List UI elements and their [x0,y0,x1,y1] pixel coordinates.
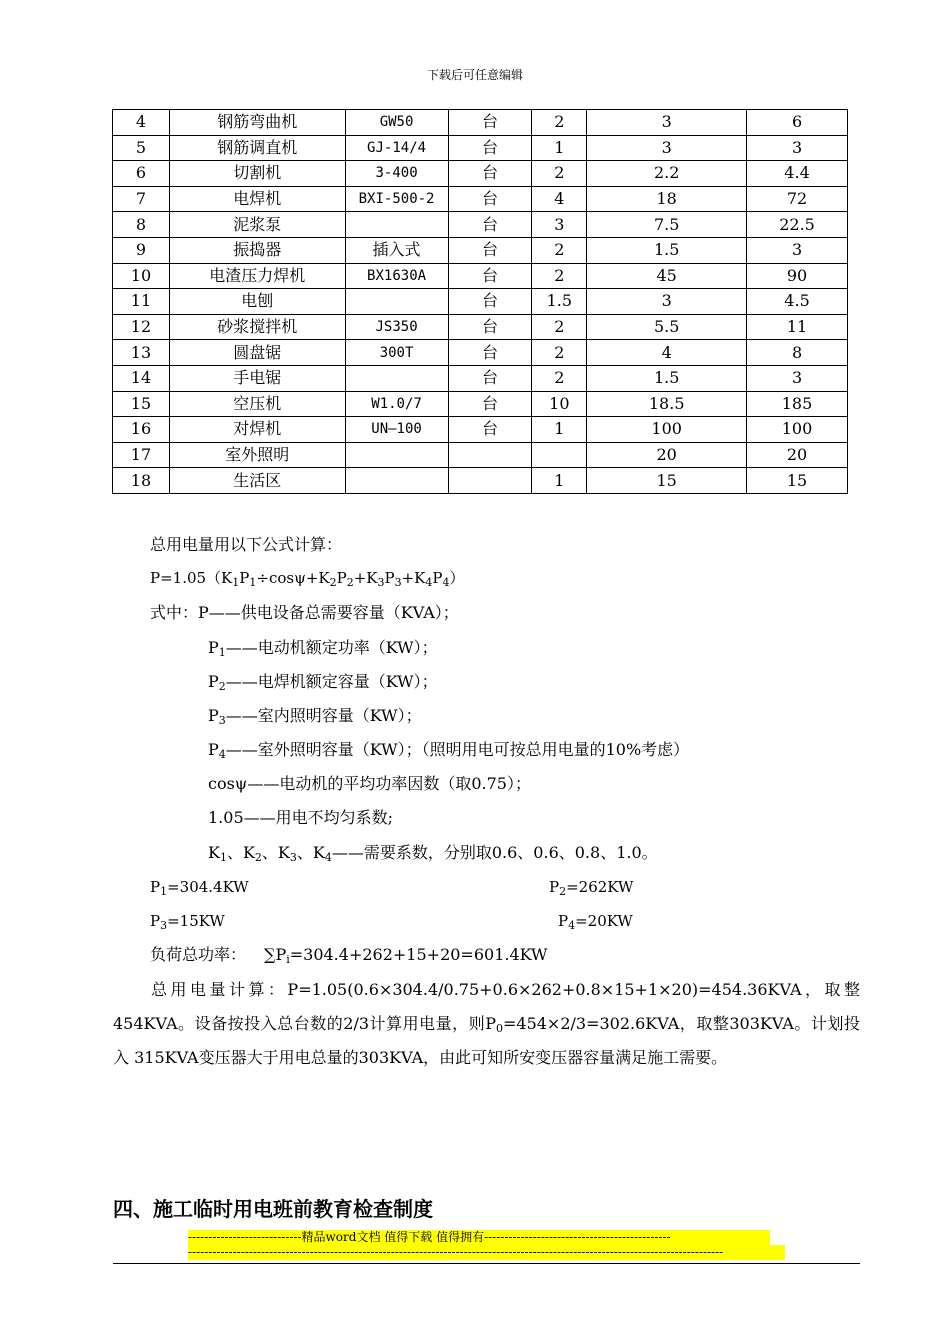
cell-index: 11 [113,289,170,315]
p2-value: $P_2=262KW$ [549,878,634,898]
where-definition: 式中：P——供电设备总需要容量（KVA）； [150,603,459,622]
cell-name: 空压机 [169,391,345,417]
table-row [113,314,848,340]
cell-total: 11 [747,314,848,340]
footer-dashes: ------------------------------------------------------------------------------------------------------------------------------------ [188,1245,785,1260]
cell-model: BXI-500-2 [345,186,448,212]
cell-unit: 台 [448,340,532,366]
table-row [113,340,848,366]
page-header: 下载后可任意编辑 [426,68,523,82]
cell-name: 室外照明 [169,442,345,468]
cell-total: 72 [747,186,848,212]
cell-name: 钢筋调直机 [169,135,345,161]
cell-model: GW50 [345,110,448,136]
cell-index: 17 [113,442,170,468]
coefficient-definition: 1.05——用电不均匀系数; [208,808,394,827]
p1-definition: $P_1——$电动机额定功率（KW）； [208,638,438,659]
cell-quantity: 2 [532,237,587,263]
cell-power: 15 [587,468,747,494]
cell-power: 18 [587,186,747,212]
k-definition: $K_1$、$K_2$、$K_3$、$K_4——$需要系数，分别取0.6、0.6、0.8、1.0。 [208,843,658,864]
cell-index: 15 [113,391,170,417]
cell-name: 圆盘锯 [169,340,345,366]
cell-model [345,289,448,315]
cell-power: 3 [587,135,747,161]
cell-total: 6 [747,110,848,136]
cell-power: 3 [587,110,747,136]
cell-name: 电渣压力焊机 [169,263,345,289]
cell-unit [448,442,532,468]
table-row [113,161,848,187]
cell-total: 20 [747,442,848,468]
cell-model [345,442,448,468]
cell-model [345,365,448,391]
cell-power: 1.5 [587,365,747,391]
cell-index: 5 [113,135,170,161]
cell-model: 3-400 [345,161,448,187]
table-row [113,468,848,494]
formula: $P=1.05(K_1P_1\div\cos\psi+K_2P_2+K_3P_3+K_4P_4)$ [150,569,465,589]
cell-quantity: 2 [532,263,587,289]
cell-model: UN—100 [345,417,448,443]
cell-quantity: 2 [532,314,587,340]
cell-name: 切割机 [169,161,345,187]
cell-index: 10 [113,263,170,289]
footer-rule [113,1263,860,1264]
cell-quantity [532,442,587,468]
cell-quantity: 2 [532,161,587,187]
cell-quantity: 1.5 [532,289,587,315]
footer-banner: ----------------------------精品word文档 值得下载 值得拥有---------------------------------------------- [188,1230,770,1245]
cell-power: 20 [587,442,747,468]
cell-name: 泥浆泵 [169,212,345,238]
cell-power: 18.5 [587,391,747,417]
cell-total: 4.5 [747,289,848,315]
cell-power: 1.5 [587,237,747,263]
total-load: 负荷总功率： $\sum P_i=304.4+262+15+20=601.4KW$ [150,945,548,966]
cell-unit: 台 [448,237,532,263]
cell-quantity: 2 [532,110,587,136]
cell-total: 3 [747,365,848,391]
cell-model: 300T [345,340,448,366]
p3-definition: $P_3——$室内照明容量（KW）； [208,706,422,727]
cell-name: 对焊机 [169,417,345,443]
cell-index: 13 [113,340,170,366]
cell-name: 生活区 [169,468,345,494]
cell-index: 6 [113,161,170,187]
table-row [113,417,848,443]
cell-unit: 台 [448,110,532,136]
cell-quantity: 4 [532,186,587,212]
cell-model: W1.0/7 [345,391,448,417]
table-row [113,110,848,136]
table-row [113,442,848,468]
cell-name: 电焊机 [169,186,345,212]
cell-model: BX1630A [345,263,448,289]
cell-index: 8 [113,212,170,238]
table-row [113,237,848,263]
cell-model: GJ-14/4 [345,135,448,161]
p2-definition: $P_2——$电焊机额定容量（KW）； [208,672,438,693]
table-row [113,289,848,315]
table-row [113,135,848,161]
p1-value: $P_1=304.4KW$ [150,878,249,898]
cell-quantity: 1 [532,135,587,161]
cell-model [345,468,448,494]
total-calculation: 总用电量计算：P=1.05(0.6×304.4/0.75+0.6×262+0.8×15+1×20)=454.36KVA，取整454KVA。设备按投入总台数的2/3计算用电量，则$P_0=454\times 2/3=302.6KVA$，取整303KVA。计划投入 315KVA变压器大于用电总量的303KVA，由此可知所安变压器容量满足施工需要。 [113,980,860,1067]
cell-quantity: 1 [532,468,587,494]
cell-total: 8 [747,340,848,366]
table-row [113,391,848,417]
cell-total: 3 [747,135,848,161]
cell-total: 90 [747,263,848,289]
cell-total: 100 [747,417,848,443]
cell-power: 100 [587,417,747,443]
cell-quantity: 3 [532,212,587,238]
cell-unit: 台 [448,186,532,212]
cell-quantity: 2 [532,365,587,391]
cell-total: 22.5 [747,212,848,238]
cell-total: 185 [747,391,848,417]
cell-power: 5.5 [587,314,747,340]
cell-name: 砂浆搅拌机 [169,314,345,340]
cell-model: 插入式 [345,237,448,263]
cell-unit: 台 [448,417,532,443]
cell-index: 4 [113,110,170,136]
cell-name: 手电锯 [169,365,345,391]
cell-power: 7.5 [587,212,747,238]
cell-unit: 台 [448,314,532,340]
cos-definition: cosψ——电动机的平均功率因数（取0.75）； [208,774,531,793]
cell-unit: 台 [448,135,532,161]
cell-index: 7 [113,186,170,212]
cell-name: 电刨 [169,289,345,315]
cell-index: 9 [113,237,170,263]
cell-index: 14 [113,365,170,391]
cell-quantity: 2 [532,340,587,366]
cell-unit: 台 [448,161,532,187]
cell-power: 4 [587,340,747,366]
cell-unit: 台 [448,212,532,238]
p3-value: $P_3=15KW$ [150,912,225,932]
table-row [113,365,848,391]
cell-unit: 台 [448,289,532,315]
table-row [113,212,848,238]
section-title: 四、施工临时用电班前教育检查制度 [113,1197,433,1221]
cell-total: 4.4 [747,161,848,187]
cell-power: 3 [587,289,747,315]
cell-name: 钢筋弯曲机 [169,110,345,136]
p4-definition: $P_4——$室外照明容量（KW）；（照明用电可按总用电量的10%考虑） [208,740,690,761]
cell-total: 3 [747,237,848,263]
intro-text: 总用电量用以下公式计算： [150,535,343,554]
cell-index: 16 [113,417,170,443]
cell-unit: 台 [448,365,532,391]
cell-index: 18 [113,468,170,494]
cell-quantity: 10 [532,391,587,417]
cell-total: 15 [747,468,848,494]
table-row [113,263,848,289]
cell-model: JS350 [345,314,448,340]
cell-power: 45 [587,263,747,289]
cell-unit: 台 [448,263,532,289]
cell-power: 2.2 [587,161,747,187]
cell-model [345,212,448,238]
table-row [113,186,848,212]
cell-unit: 台 [448,391,532,417]
p4-value: $P_4=20KW$ [558,912,633,932]
cell-unit [448,468,532,494]
cell-name: 振捣器 [169,237,345,263]
cell-index: 12 [113,314,170,340]
cell-quantity: 1 [532,417,587,443]
equipment-table [112,109,848,494]
